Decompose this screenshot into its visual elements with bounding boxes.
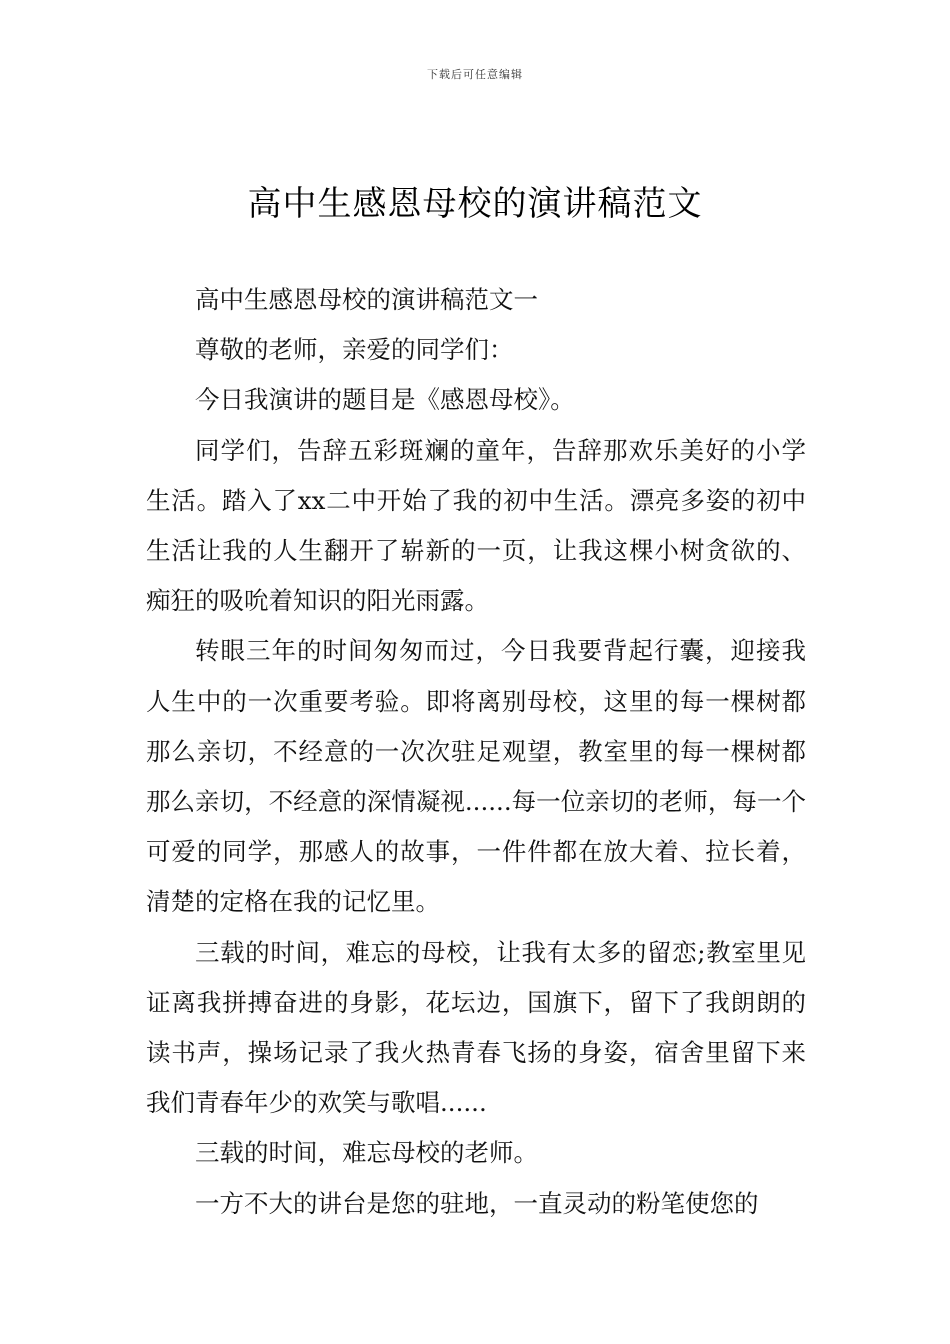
paragraph: 今日我演讲的题目是《感恩母校》。 — [195, 385, 575, 415]
paragraph-greeting: 尊敬的老师，亲爱的同学们： — [195, 335, 514, 365]
paragraph: 一方不大的讲台是您的驻地，一直灵动的粉笔使您的 — [195, 1188, 759, 1218]
header-note: 下载后可任意编辑 — [427, 68, 523, 81]
paragraph: 同学们，告辞五彩斑斓的童年，告辞那欢乐美好的小学生活。踏入了xx二中开始了我的初中生活。漂亮多姿的初中生活让我的人生翻开了崭新的一页，让我这棵小树贪欲的、痴狂的吸吮着知识的阳光雨露。 — [146, 435, 806, 616]
paragraph-subtitle: 高中生感恩母校的演讲稿范文一 — [195, 285, 538, 314]
paragraph: 三载的时间，难忘的母校，让我有太多的留恋;教室里见证离我拼搏奋进的身影，花坛边，国旗下，留下了我朗朗的读书声，操场记录了我火热青春飞扬的身姿，宿舍里留下来我们青春年少的欢笑与歌唱...... — [146, 937, 806, 1118]
paragraph: 三载的时间，难忘母校的老师。 — [195, 1138, 538, 1168]
document-title: 高中生感恩母校的演讲稿范文 — [247, 184, 703, 224]
document-body — [146, 275, 806, 1229]
paragraph: 转眼三年的时间匆匆而过，今日我要背起行囊，迎接我人生中的一次重要考验。即将离别母校，这里的每一棵树都那么亲切，不经意的一次次驻足观望，教室里的每一棵树都那么亲切，不经意的深情凝视......每一位亲切的老师，每一个可爱的同学，那感人的故事，一件件都在放大着、拉长着，清楚的定格在我的记忆里。 — [146, 636, 806, 917]
